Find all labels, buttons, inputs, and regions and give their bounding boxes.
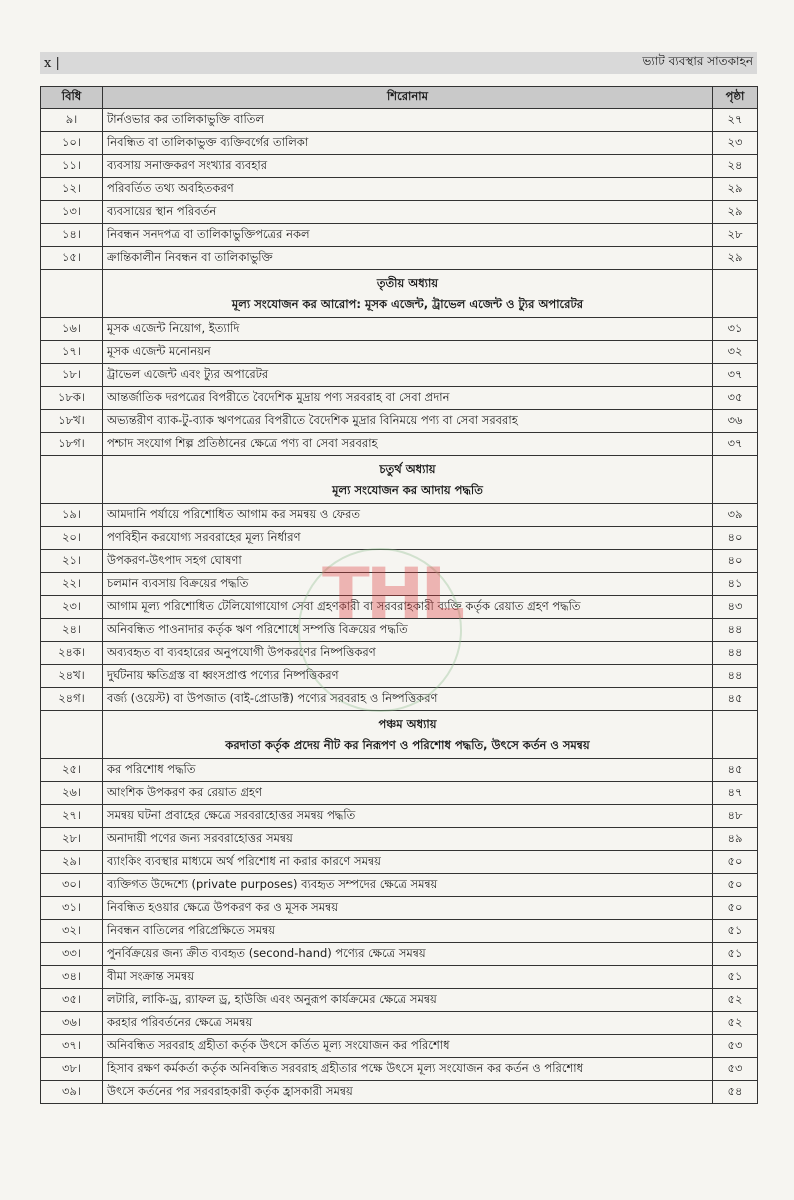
page-number-cell: ৪৪: [713, 619, 758, 642]
page-number-cell: ৫২: [713, 989, 758, 1012]
rule-title: উৎসে কর্তনের পর সরবরাহকারী কর্তৃক হ্রাসকারী সমন্বয়: [103, 1081, 713, 1104]
table-row: [41, 318, 758, 341]
table-row: [41, 596, 758, 619]
table-row: [41, 433, 758, 456]
rule-title: আমদানি পর্যায়ে পরিশোধিত আগাম কর সমন্বয় ও ফেরত: [103, 504, 713, 527]
rule-title: ব্যক্তিগত উদ্দেশ্যে (private purposes) ব্যবহৃত সম্পদের ক্ষেত্রে সমন্বয়: [103, 874, 713, 897]
chapter-spacer: [713, 456, 758, 504]
page-number-cell: ২৯: [713, 247, 758, 270]
rule-number: ৩৯।: [41, 1081, 103, 1104]
rule-title: লটারি, লাকি-ড্র, র‍্যাফল ড্র, হাউজি এবং অনুরূপ কার্যক্রমের ক্ষেত্রে সমন্বয়: [103, 989, 713, 1012]
page-number-cell: ২৩: [713, 132, 758, 155]
chapter-title: চতুর্থ অধ্যায়: [379, 461, 436, 476]
rule-number: ২৭।: [41, 805, 103, 828]
rule-title: অনিবন্ধিত সরবরাহ গ্রহীতা কর্তৃক উৎসে কর্তিত মূল্য সংযোজন কর পরিশোধ: [103, 1035, 713, 1058]
rule-number: ১৬।: [41, 318, 103, 341]
rule-number: ২৬।: [41, 782, 103, 805]
table-row: [41, 504, 758, 527]
rule-number: ২২।: [41, 573, 103, 596]
rule-title: সমন্বয় ঘটনা প্রবাহের ক্ষেত্রে সরবরাহোত্তর সমন্বয় পদ্ধতি: [103, 805, 713, 828]
table-row: [41, 387, 758, 410]
rule-number: ২৪গ।: [41, 688, 103, 711]
rule-number: ২৫।: [41, 759, 103, 782]
table-row: [41, 943, 758, 966]
rule-title: মূসক এজেন্ট মনোনয়ন: [103, 341, 713, 364]
column-header-title: শিরোনাম: [103, 87, 713, 109]
table-row: [41, 782, 758, 805]
rule-title: টার্নওভার কর তালিকাভুক্তি বাতিল: [103, 109, 713, 132]
page-number-cell: ৩১: [713, 318, 758, 341]
rule-title: ক্রান্তিকালীন নিবন্ধন বা তালিকাভুক্তি: [103, 247, 713, 270]
book-title: ভ্যাট ব্যবস্থার সাতকাহন: [642, 54, 753, 68]
rule-title: ট্রাভেল এজেন্ট এবং ট্যুর অপারেটর: [103, 364, 713, 387]
page-number-cell: ৫৩: [713, 1035, 758, 1058]
rule-number: ২১।: [41, 550, 103, 573]
table-row: [41, 828, 758, 851]
column-header-rule: বিধি: [41, 87, 103, 109]
page-number-cell: ৩৬: [713, 410, 758, 433]
table-row: [41, 989, 758, 1012]
table-row: [41, 1081, 758, 1104]
page-number-cell: ৫১: [713, 943, 758, 966]
rule-number: ২৩।: [41, 596, 103, 619]
rule-number: ১৪।: [41, 224, 103, 247]
table-body: [41, 109, 758, 1104]
table-row: [41, 759, 758, 782]
page-number: x |: [44, 55, 60, 71]
page-number-cell: ২৯: [713, 178, 758, 201]
rule-title: ব্যবসায়ের স্থান পরিবর্তন: [103, 201, 713, 224]
page-number-cell: ৫০: [713, 897, 758, 920]
rule-number: ২৯।: [41, 851, 103, 874]
page-number-cell: ৫৩: [713, 1058, 758, 1081]
chapter-subtitle: করদাতা কর্তৃক প্রদেয় নীট কর নিরূপণ ও পরিশোধ পদ্ধতি, উৎসে কর্তন ও সমন্বয়: [225, 737, 590, 752]
rule-title: করহার পরিবর্তনের ক্ষেত্রে সমন্বয়: [103, 1012, 713, 1035]
page-number-cell: ৫২: [713, 1012, 758, 1035]
table-row: [41, 410, 758, 433]
table-row: [41, 874, 758, 897]
rule-number: ৯।: [41, 109, 103, 132]
chapter-spacer: [41, 456, 103, 504]
page-number-cell: ৩৫: [713, 387, 758, 410]
rule-number: ৩৮।: [41, 1058, 103, 1081]
page-number-cell: ৫০: [713, 874, 758, 897]
rule-title: ব্যবসায় সনাক্তকরণ সংখ্যার ব্যবহার: [103, 155, 713, 178]
rule-number: ৩৭।: [41, 1035, 103, 1058]
table-row: [41, 341, 758, 364]
page-number-cell: ৫৪: [713, 1081, 758, 1104]
rule-title: আগাম মূল্য পরিশোধিত টেলিযোগাযোগ সেবা গ্রহণকারী বা সরবরাহকারী ব্যক্তি কর্তৃক রেয়াত গ্রহণ পদ্ধতি: [103, 596, 713, 619]
rule-number: ১৩।: [41, 201, 103, 224]
rule-title: পণবিহীন করযোগ্য সরবরাহের মূল্য নির্ধারণ: [103, 527, 713, 550]
table-row: [41, 1012, 758, 1035]
table-row: [41, 665, 758, 688]
page-number-cell: ২৯: [713, 201, 758, 224]
rule-title: নিবন্ধন বাতিলের পরিপ্রেক্ষিতে সমন্বয়: [103, 920, 713, 943]
chapter-title: পঞ্চম অধ্যায়: [378, 716, 437, 731]
page-number-cell: ৪০: [713, 527, 758, 550]
page-number-cell: ৪৪: [713, 642, 758, 665]
rule-title: কর পরিশোধ পদ্ধতি: [103, 759, 713, 782]
page-number-cell: ৫০: [713, 851, 758, 874]
rule-number: ২৪ক।: [41, 642, 103, 665]
table-row: [41, 920, 758, 943]
rule-title: বীমা সংক্রান্ত সমন্বয়: [103, 966, 713, 989]
table-row: [41, 1035, 758, 1058]
page-number-cell: ২৪: [713, 155, 758, 178]
rule-number: ৩৫।: [41, 989, 103, 1012]
rule-title: নিবন্ধন সনদপত্র বা তালিকাভুক্তিপত্রের নকল: [103, 224, 713, 247]
rule-number: ১২।: [41, 178, 103, 201]
page-number-cell: ৪৭: [713, 782, 758, 805]
page-number-cell: ৫১: [713, 920, 758, 943]
chapter-spacer: [41, 711, 103, 759]
rule-title: পুনর্বিক্রয়ের জন্য ক্রীত ব্যবহৃত (second-hand) পণ্যের ক্ষেত্রে সমন্বয়: [103, 943, 713, 966]
table-row: [41, 573, 758, 596]
table-row: [41, 550, 758, 573]
chapter-subtitle: মূল্য সংযোজন কর আদায় পদ্ধতি: [332, 482, 483, 497]
table-header-row: [41, 87, 758, 109]
rule-number: ১৫।: [41, 247, 103, 270]
table-row: [41, 688, 758, 711]
chapter-subtitle: মূল্য সংযোজন কর আরোপ: মূসক এজেন্ট, ট্রাভেল এজেন্ট ও ট্যুর অপারেটর: [231, 296, 584, 311]
page-number-cell: ৩৭: [713, 433, 758, 456]
chapter-heading-row: [41, 270, 758, 318]
table-row: [41, 851, 758, 874]
page-number-cell: ৫১: [713, 966, 758, 989]
table-row: [41, 805, 758, 828]
chapter-heading-row: [41, 711, 758, 759]
rule-title: উপকরণ-উৎপাদ সহগ ঘোষণা: [103, 550, 713, 573]
page-number-cell: ৪৫: [713, 759, 758, 782]
column-header-page: পৃষ্ঠা: [713, 87, 758, 109]
page-number-cell: ৪১: [713, 573, 758, 596]
rule-title: আন্তর্জাতিক দরপত্রের বিপরীতে বৈদেশিক মুদ্রায় পণ্য সরবরাহ বা সেবা প্রদান: [103, 387, 713, 410]
rule-number: ১৯।: [41, 504, 103, 527]
rule-number: ১৮ক।: [41, 387, 103, 410]
rule-number: ৩৬।: [41, 1012, 103, 1035]
rule-number: ১১।: [41, 155, 103, 178]
table-row: [41, 224, 758, 247]
contents-table: [40, 86, 758, 1104]
rule-number: ৩১।: [41, 897, 103, 920]
rule-number: ২৪।: [41, 619, 103, 642]
table-row: [41, 1058, 758, 1081]
rule-title: পরিবর্তিত তথ্য অবহিতকরণ: [103, 178, 713, 201]
page-number-cell: ২৭: [713, 109, 758, 132]
table-row: [41, 527, 758, 550]
rule-number: ১৮গ।: [41, 433, 103, 456]
chapter-spacer: [713, 711, 758, 759]
chapter-spacer: [41, 270, 103, 318]
rule-number: ১৮।: [41, 364, 103, 387]
table-row: [41, 201, 758, 224]
rule-number: ৩৩।: [41, 943, 103, 966]
rule-title: আংশিক উপকরণ কর রেয়াত গ্রহণ: [103, 782, 713, 805]
table-row: [41, 109, 758, 132]
rule-title: নিবন্ধিত বা তালিকাভুক্ত ব্যক্তিবর্গের তালিকা: [103, 132, 713, 155]
table-row: [41, 364, 758, 387]
page-number-cell: ৪৫: [713, 688, 758, 711]
table-row: [41, 642, 758, 665]
page-number-cell: ৪৯: [713, 828, 758, 851]
rule-title: অনিবন্ধিত পাওনাদার কর্তৃক ঋণ পরিশোধে সম্পত্তি বিক্রয়ের পদ্ধতি: [103, 619, 713, 642]
rule-title: ব্যাংকিং ব্যবস্থার মাধ্যমে অর্থ পরিশোধ না করার কারণে সমন্বয়: [103, 851, 713, 874]
watermark-logo: THL: [322, 553, 461, 635]
chapter-heading: [103, 711, 713, 759]
chapter-spacer: [713, 270, 758, 318]
table-row: [41, 619, 758, 642]
rule-number: ৩৪।: [41, 966, 103, 989]
table-row: [41, 247, 758, 270]
page-number-cell: ৪৪: [713, 665, 758, 688]
table-row: [41, 897, 758, 920]
page-number-cell: ৩৯: [713, 504, 758, 527]
rule-number: ১০।: [41, 132, 103, 155]
rule-title: অব্যবহৃত বা ব্যবহারের অনুপযোগী উপকরণের নিষ্পত্তিকরণ: [103, 642, 713, 665]
rule-title: মূসক এজেন্ট নিয়োগ, ইত্যাদি: [103, 318, 713, 341]
rule-number: ১৭।: [41, 341, 103, 364]
page-number-cell: ৪০: [713, 550, 758, 573]
table-row: [41, 155, 758, 178]
rule-number: ৩০।: [41, 874, 103, 897]
rule-number: ২০।: [41, 527, 103, 550]
chapter-heading: [103, 270, 713, 318]
table-row: [41, 132, 758, 155]
rule-title: বর্জ্য (ওয়েস্ট) বা উপজাত (বাই-প্রোডাক্ট) পণ্যের সরবরাহ ও নিষ্পত্তিকরণ: [103, 688, 713, 711]
rule-title: পশ্চাদ সংযোগ শিল্প প্রতিষ্ঠানের ক্ষেত্রে পণ্য বা সেবা সরবরাহ: [103, 433, 713, 456]
table-row: [41, 966, 758, 989]
page-number-cell: ৪৮: [713, 805, 758, 828]
page-number-cell: ৩২: [713, 341, 758, 364]
chapter-title: তৃতীয় অধ্যায়: [376, 275, 439, 290]
rule-number: ২৮।: [41, 828, 103, 851]
running-header: [40, 52, 757, 74]
chapter-heading: [103, 456, 713, 504]
page-number-cell: ৪৩: [713, 596, 758, 619]
rule-number: ২৪খ।: [41, 665, 103, 688]
rule-title: নিবন্ধিত হওয়ার ক্ষেত্রে উপকরণ কর ও মূসক সমন্বয়: [103, 897, 713, 920]
rule-title: দুর্ঘটনায় ক্ষতিগ্রস্ত বা ধ্বংসপ্রাপ্ত পণ্যের নিষ্পত্তিকরণ: [103, 665, 713, 688]
rule-title: অনাদায়ী পণের জন্য সরবরাহোত্তর সমন্বয়: [103, 828, 713, 851]
rule-title: হিসাব রক্ষণ কর্মকর্তা কর্তৃক অনিবন্ধিত সরবরাহ গ্রহীতার পক্ষে উৎসে মূল্য সংযোজন কর কর্তন ও পরিশোধ: [103, 1058, 713, 1081]
rule-number: ৩২।: [41, 920, 103, 943]
rule-title: চলমান ব্যবসায় বিক্রয়ের পদ্ধতি: [103, 573, 713, 596]
table-row: [41, 178, 758, 201]
chapter-heading-row: [41, 456, 758, 504]
rule-number: ১৮খ।: [41, 410, 103, 433]
rule-title: অভ্যন্তরীণ ব্যাক-টু-ব্যাক ঋণপত্রের বিপরীতে বৈদেশিক মুদ্রার বিনিময়ে পণ্য বা সেবা সরবরাহ: [103, 410, 713, 433]
page-number-cell: ২৮: [713, 224, 758, 247]
page-number-cell: ৩৭: [713, 364, 758, 387]
